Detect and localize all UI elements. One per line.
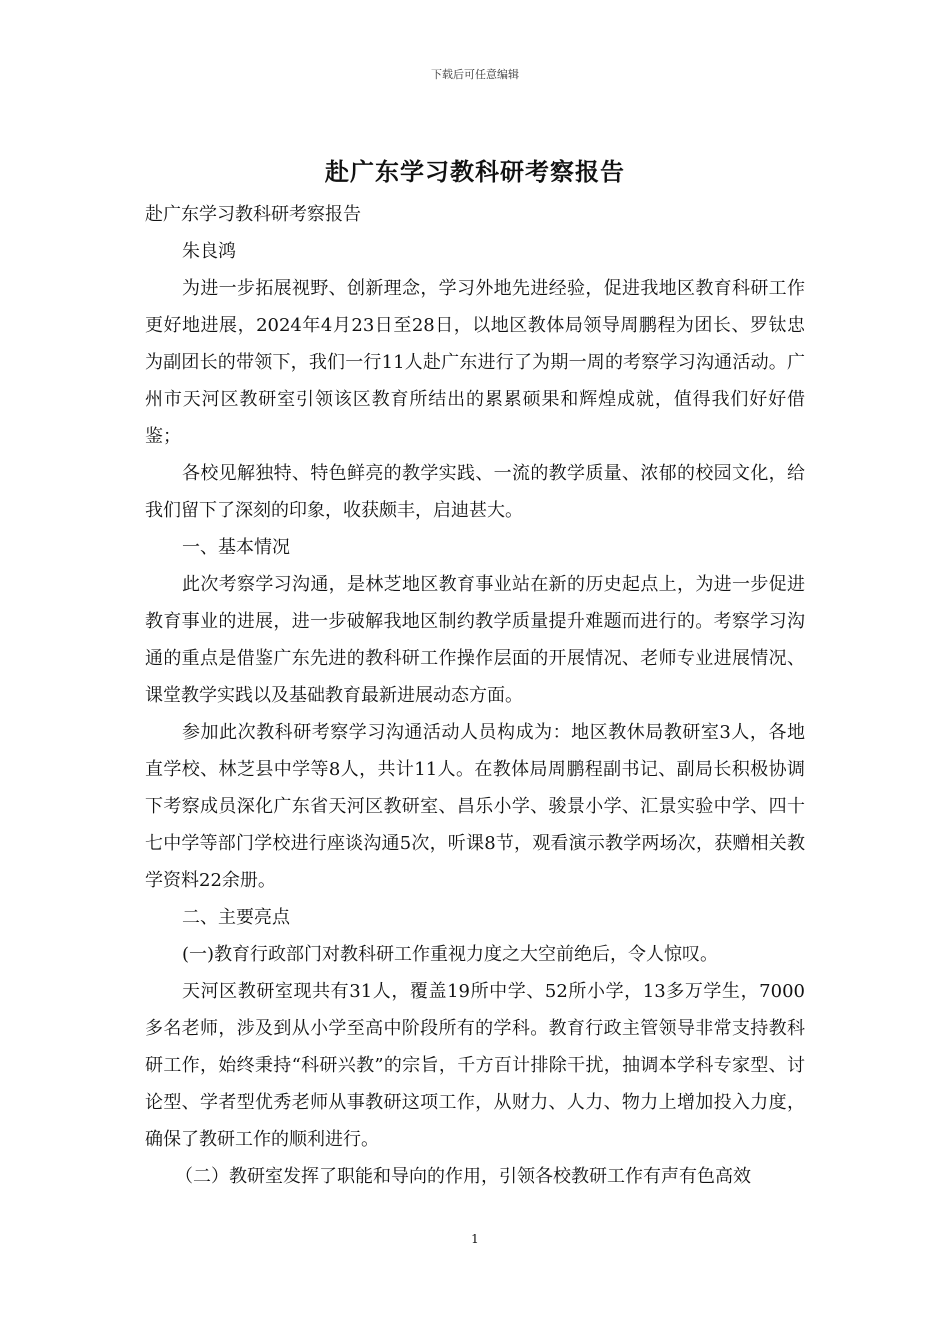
section-heading: 二、主要亮点 bbox=[182, 907, 290, 928]
author-name: 朱良鸿 bbox=[182, 241, 236, 262]
section-heading: 一、基本情况 bbox=[182, 537, 290, 558]
paragraph: 各校见解独特、特色鲜亮的教学实践、一流的教学质量、浓郁的校园文化，给我们留下了深刻的印象，收获颇丰，启迪甚大。 bbox=[145, 463, 805, 521]
page-header-note: 下载后可任意编辑 bbox=[431, 68, 519, 81]
subsection-heading: （二）教研室发挥了职能和导向的作用，引领各校教研工作有声有色高效 bbox=[175, 1166, 751, 1187]
paragraph: 参加此次教科研考察学习沟通活动人员构成为：地区教休局教研室3人，各地直学校、林芝县中学等8人，共计11人。在教体局周鹏程副书记、副局长积极协调下考察成员深化广东省天河区教研室、昌乐小学、骏景小学、汇景实验中学、四十七中学等部门学校进行座谈沟通5次，听课8节，观看演示教学两场次，获赠相关教学资料22余册。 bbox=[145, 722, 805, 891]
page-number: 1 bbox=[471, 1232, 479, 1246]
document-title: 赴广东学习教科研考察报告 bbox=[325, 158, 625, 186]
paragraph: 为进一步拓展视野、创新理念，学习外地先进经验，促进我地区教育科研工作更好地进展，2024年4月23日至28日，以地区教体局领导周鹏程为团长、罗钛忠为副团长的带领下，我们一行11人赴广东进行了为期一周的考察学习沟通活动。广州市天河区教研室引领该区教育所结出的累累硕果和辉煌成就，值得我们好好借鉴； bbox=[145, 278, 805, 447]
document-body bbox=[145, 196, 805, 1195]
subsection-heading: (一)教育行政部门对教科研工作重视力度之大空前绝后，令人惊叹。 bbox=[182, 944, 719, 965]
paragraph: 天河区教研室现共有31人，覆盖19所中学、52所小学，13多万学生，7000多名老师，涉及到从小学至高中阶段所有的学科。教育行政主管领导非常支持教科研工作，始终秉持“科研兴教”的宗旨，千方百计排除干扰，抽调本学科专家型、讨论型、学者型优秀老师从事教研这项工作，从财力、人力、物力上增加投入力度，确保了教研工作的顺利进行。 bbox=[145, 981, 805, 1150]
body-subtitle: 赴广东学习教科研考察报告 bbox=[145, 204, 361, 225]
paragraph: 此次考察学习沟通，是林芝地区教育事业站在新的历史起点上，为进一步促进教育事业的进展，进一步破解我地区制约教学质量提升难题而进行的。考察学习沟通的重点是借鉴广东先进的教科研工作操作层面的开展情况、老师专业进展情况、课堂教学实践以及基础教育最新进展动态方面。 bbox=[145, 574, 805, 706]
